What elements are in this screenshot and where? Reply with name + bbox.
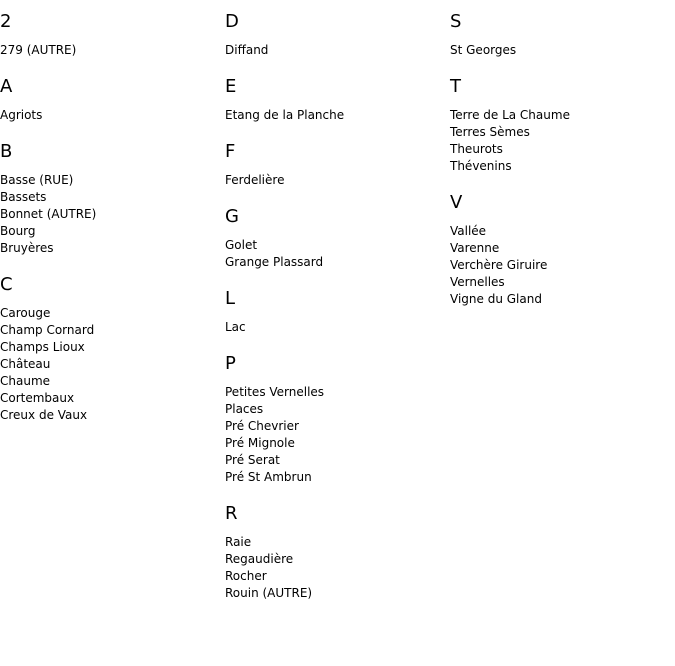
- street-list: [225, 172, 450, 189]
- street-link-carouge[interactable]: Carouge: [0, 306, 51, 320]
- letter-heading: P: [225, 353, 236, 374]
- street-list: [450, 107, 675, 175]
- street-link-creux-de-vaux[interactable]: Creux de Vaux: [0, 408, 88, 422]
- street-link-bruyeres[interactable]: Bruyères: [0, 241, 54, 255]
- index-column-1: [0, 11, 225, 441]
- street-link-champ-cornard[interactable]: Champ Cornard: [0, 323, 95, 337]
- street-link-vallee[interactable]: Vallée: [450, 224, 487, 238]
- street-list: [0, 107, 225, 124]
- letter-heading: S: [450, 11, 462, 32]
- street-list: [0, 172, 225, 257]
- letter-group-c: [0, 274, 225, 424]
- street-link-basse-rue[interactable]: Basse (RUE): [0, 173, 74, 187]
- letter-heading: L: [225, 288, 236, 309]
- street-link-agriots[interactable]: Agriots: [0, 108, 43, 122]
- street-link-vigne-du-gland[interactable]: Vigne du Gland: [450, 292, 542, 306]
- street-link-golet[interactable]: Golet: [225, 238, 258, 252]
- street-list: [225, 42, 450, 59]
- street-link-verchere-giruire[interactable]: Verchère Giruire: [450, 258, 548, 272]
- street-link-st-georges[interactable]: St Georges: [450, 43, 517, 57]
- street-link-bonnet-autre[interactable]: Bonnet (AUTRE): [0, 207, 97, 221]
- street-list: [0, 305, 225, 424]
- street-list: [0, 42, 225, 59]
- letter-group-b: [0, 141, 225, 257]
- street-link-champs-lioux[interactable]: Champs Lioux: [0, 340, 85, 354]
- street-link-pre-serat[interactable]: Pré Serat: [225, 453, 280, 467]
- street-link-diffand[interactable]: Diffand: [225, 43, 269, 57]
- street-link-varenne[interactable]: Varenne: [450, 241, 500, 255]
- street-link-grange-plassard[interactable]: Grange Plassard: [225, 255, 324, 269]
- letter-heading: G: [225, 206, 239, 227]
- letter-group-f: [225, 141, 450, 189]
- street-list: [225, 534, 450, 602]
- street-link-regaudiere[interactable]: Regaudière: [225, 552, 294, 566]
- letter-group-d: [225, 11, 450, 59]
- street-link-chaume[interactable]: Chaume: [0, 374, 51, 388]
- street-link-bassets[interactable]: Bassets: [0, 190, 47, 204]
- street-link-places[interactable]: Places: [225, 402, 264, 416]
- letter-heading: V: [450, 192, 463, 213]
- letter-group-e: [225, 76, 450, 124]
- street-list: [450, 42, 675, 59]
- letter-group-r: [225, 503, 450, 602]
- street-link-pre-chevrier[interactable]: Pré Chevrier: [225, 419, 299, 433]
- letter-group-2: [0, 11, 225, 59]
- street-link-raie[interactable]: Raie: [225, 535, 252, 549]
- street-list: [225, 384, 450, 486]
- letter-heading: B: [0, 141, 13, 162]
- street-link-279-autre[interactable]: 279 (AUTRE): [0, 43, 77, 57]
- street-list: [225, 107, 450, 124]
- street-link-theurots[interactable]: Theurots: [450, 142, 503, 156]
- street-link-petites-vernelles[interactable]: Petites Vernelles: [225, 385, 325, 399]
- street-link-pre-st-ambrun[interactable]: Pré St Ambrun: [225, 470, 312, 484]
- letter-group-v: [450, 192, 675, 308]
- street-list: [225, 319, 450, 336]
- letter-heading: R: [225, 503, 238, 524]
- letter-heading: A: [0, 76, 13, 97]
- street-link-ferdeliere[interactable]: Ferdelière: [225, 173, 285, 187]
- street-link-rouin-autre[interactable]: Rouin (AUTRE): [225, 586, 313, 600]
- street-link-rocher[interactable]: Rocher: [225, 569, 267, 583]
- street-link-bourg[interactable]: Bourg: [0, 224, 36, 238]
- street-link-thevenins[interactable]: Thévenins: [450, 159, 512, 173]
- street-link-chateau[interactable]: Château: [0, 357, 51, 371]
- street-link-lac[interactable]: Lac: [225, 320, 246, 334]
- letter-heading: F: [225, 141, 236, 162]
- letter-group-g: [225, 206, 450, 271]
- street-link-terres-semes[interactable]: Terres Sèmes: [450, 125, 530, 139]
- letter-group-s: [450, 11, 675, 59]
- street-link-etang-de-la-planche[interactable]: Etang de la Planche: [225, 108, 345, 122]
- index-column-2: [225, 11, 450, 619]
- letter-heading: 2: [0, 11, 12, 32]
- street-list: [225, 237, 450, 271]
- street-link-pre-mignole[interactable]: Pré Mignole: [225, 436, 295, 450]
- letter-group-t: [450, 76, 675, 175]
- street-link-vernelles[interactable]: Vernelles: [450, 275, 505, 289]
- letter-heading: C: [0, 274, 13, 295]
- letter-group-l: [225, 288, 450, 336]
- letter-heading: T: [450, 76, 461, 97]
- letter-group-a: [0, 76, 225, 124]
- letter-heading: D: [225, 11, 239, 32]
- letter-group-p: [225, 353, 450, 486]
- street-list: [450, 223, 675, 308]
- letter-heading: E: [225, 76, 237, 97]
- street-link-terre-de-la-chaume[interactable]: Terre de La Chaume: [450, 108, 570, 122]
- index-column-3: [450, 11, 675, 325]
- street-link-cortembaux[interactable]: Cortembaux: [0, 391, 75, 405]
